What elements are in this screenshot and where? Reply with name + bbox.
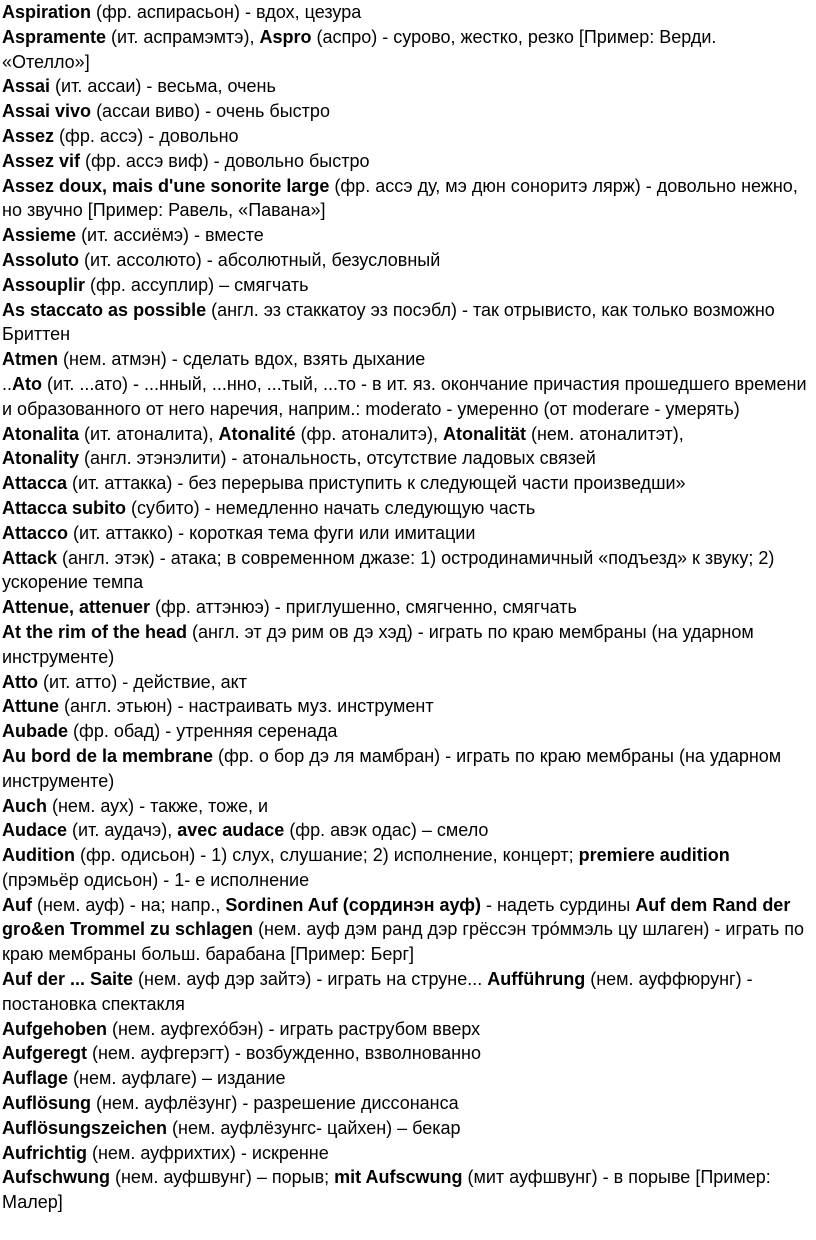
entry-term: Aspiration <box>2 2 92 22</box>
dictionary-entry <box>2 149 808 174</box>
entry-text: (ит. атоналита), <box>79 423 219 444</box>
entry-text: (нем. ауф дэм ранд дэр грёссэн тро́ммэль цу шлаген) - играть по краю мембраны больш. барабана [Пример: Берг] <box>2 919 805 965</box>
entry-term: Aufgehoben <box>2 1018 107 1039</box>
dictionary-entry <box>2 1165 808 1215</box>
entry-term: mit Aufscwung <box>334 1167 463 1188</box>
entry-text: (субито) - немедленно начать следующую часть <box>126 497 536 518</box>
entry-text: (англ. эз стаккатоу эз посэбл) - так отрывисто, как только возможно Бриттен <box>2 299 775 345</box>
entry-term: Auf <box>2 894 32 915</box>
entry-text: (англ. эт дэ рим ов дэ хэд) - играть по краю мембраны (на ударном инструменте) <box>2 621 754 667</box>
entry-term: Assez <box>2 125 55 146</box>
dictionary-entry <box>2 521 808 546</box>
dictionary-entry <box>2 893 808 967</box>
dictionary-entry <box>2 1116 808 1141</box>
entry-text: (нем. аух) - также, тоже, и <box>47 795 269 816</box>
dictionary-entry <box>2 422 808 447</box>
entry-text: (фр. аттэнюэ) - приглушенно, смягченно, смягчать <box>150 597 577 618</box>
dictionary-entry <box>2 99 808 124</box>
entry-text: (нем. ауф дэр зайтэ) - играть на струне... <box>133 969 488 990</box>
dictionary-entry <box>2 595 808 620</box>
entry-text: (фр. ассуплир) – смягчать <box>85 274 309 295</box>
entry-text: (фр. одисьон) - 1) слух, слушание; 2) исполнение, концерт; <box>74 845 579 866</box>
entry-term: Auf der ... Saite <box>2 969 134 990</box>
dictionary-entry <box>2 471 808 496</box>
entry-term: Aspramente <box>2 26 107 47</box>
entry-text: (фр. ассэ) - довольно <box>54 125 239 146</box>
entry-text: (фр. аспирасьон) - вдох, цезура <box>91 2 362 22</box>
dictionary-entry <box>2 620 808 670</box>
dictionary-entry <box>2 794 808 819</box>
entry-term: Aufgeregt <box>2 1043 87 1064</box>
entry-term: Aubade <box>2 721 69 742</box>
entry-term: Atonality <box>2 448 80 469</box>
dictionary-entry <box>2 273 808 298</box>
dictionary-entry <box>2 546 808 596</box>
entry-term: Assez vif <box>2 150 81 171</box>
entry-term: Atmen <box>2 349 59 370</box>
entry-text: (ит. ...ато) - ...нный, ...нно, ...тый, ...то - в ит. яз. окончание причастия прошедшего времени и образованного от него наречия, наприм.: moderato - умеренно (от moderare - умерять) <box>2 373 807 419</box>
entry-text: .. <box>2 373 13 394</box>
dictionary-entry <box>2 843 808 893</box>
dictionary-entry <box>2 446 808 471</box>
dictionary-entry <box>2 1041 808 1066</box>
entry-term: Auflage <box>2 1068 69 1089</box>
entry-text: (нем. ауфрихтих) - искренне <box>87 1142 329 1163</box>
entry-text: (нем. атоналитэт), <box>525 423 684 444</box>
entry-term: Ato <box>12 373 43 394</box>
entry-term: As staccato as possible <box>2 299 207 320</box>
entry-term: Atonalité <box>218 423 296 444</box>
dictionary-entry <box>2 1066 808 1091</box>
dictionary-entry <box>2 372 808 422</box>
entry-term: Aufrichtig <box>2 1142 87 1163</box>
dictionary-entry <box>2 1017 808 1042</box>
dictionary-entry <box>2 1141 808 1166</box>
dictionary-entry <box>2 744 808 794</box>
dictionary-entry <box>2 496 808 521</box>
entry-term: Aufführung <box>487 969 586 990</box>
entry-text: (нем. ауфлёзунгс- цайхен) – бекар <box>167 1117 461 1138</box>
dictionary-entry <box>2 719 808 744</box>
entry-text: (ит. ассолюто) - абсолютный, безусловный <box>79 249 441 270</box>
entry-term: Auch <box>2 795 47 816</box>
dictionary-entry <box>2 347 808 372</box>
entry-term: Atto <box>2 671 38 692</box>
entry-text: (англ. этэк) - атака; в современном джазе: 1) остродинамичный «подъезд» к звуку; 2) ускорение темпа <box>2 547 775 593</box>
entry-term: Attenue, attenuer <box>2 597 151 618</box>
entry-term: Assez doux, mais d'une sonorite large <box>2 175 330 196</box>
entry-text: (фр. атоналитэ), <box>295 423 443 444</box>
entry-text: (фр. обад) - утренняя серенада <box>68 721 338 742</box>
entry-text: (фр. авэк одас) – смело <box>284 820 489 841</box>
entry-term: Assouplir <box>2 274 86 295</box>
entry-term: Attacca subito <box>2 497 127 518</box>
dictionary-entry <box>2 298 808 348</box>
entry-term: Assieme <box>2 225 77 246</box>
entry-term: Auf dem Rand der gro&en Trommel zu schlagen <box>2 894 791 940</box>
entry-text: (мит ауфшвунг) - в порыве [Пример: Малер] <box>2 1167 771 1213</box>
entry-term: Assai vivo <box>2 101 92 122</box>
entry-term: Attacca <box>2 473 68 494</box>
entry-term: Atonalität <box>442 423 526 444</box>
entry-text: (аспро) - сурово, жестко, резко [Пример: Верди. «Отелло»] <box>2 26 717 72</box>
entry-term: Sordinen Auf (сординэн ауф) <box>225 894 481 915</box>
entry-text: (нем. ауффюрунг) - постановка спектакля <box>2 969 753 1014</box>
entry-text: (ассаи виво) - очень быстро <box>91 101 330 122</box>
entry-term: Auflösung <box>2 1093 91 1114</box>
entry-term: Aspro <box>259 26 312 47</box>
entry-text: (ит. аудачэ), <box>67 820 178 841</box>
entry-text: (англ. этьюн) - настраивать муз. инструмент <box>59 696 434 717</box>
entry-text: (ит. аттакко) - короткая тема фуги или имитации <box>68 522 476 543</box>
entry-text: (ит. ассаи) - весьма, очень <box>50 76 276 97</box>
entry-text: (ит. атто) - действие, акт <box>37 671 247 692</box>
entry-term: Atonalita <box>2 423 80 444</box>
entry-text: (нем. ауф) - на; напр., <box>32 894 226 915</box>
entry-term: At the rim of the head <box>2 621 188 642</box>
entry-term: Assai <box>2 76 51 97</box>
entry-text: (нем. атмэн) - сделать вдох, взять дыхание <box>58 349 426 370</box>
dictionary-entry <box>2 25 808 75</box>
entry-text: (фр. ассэ виф) - довольно быстро <box>80 150 370 171</box>
entry-text: (нем. ауфлёзунг) - разрешение диссонанса <box>90 1093 459 1114</box>
entry-term: Attack <box>2 547 58 568</box>
entry-term: Aufschwung <box>2 1167 110 1188</box>
dictionary-entry <box>2 1091 808 1116</box>
entry-term: Au bord de la membrane <box>2 745 214 766</box>
entry-text: (ит. аспрамэмтэ), <box>106 26 260 47</box>
entry-text: (нем. ауфлаге) – издание <box>68 1068 286 1089</box>
dictionary-entry <box>2 967 808 1017</box>
entry-text: (фр. ассэ ду, мэ дюн соноритэ лярж) - довольно нежно, но звучно [Пример: Равель, «Павана»] <box>2 175 798 221</box>
dictionary-entry <box>2 174 808 224</box>
dictionary-entry <box>2 818 808 843</box>
entry-text: (фр. о бор дэ ля мамбран) - играть по краю мембраны (на ударном инструменте) <box>2 745 782 791</box>
dictionary-entry <box>2 670 808 695</box>
dictionary-entry <box>2 248 808 273</box>
dictionary-entry <box>2 124 808 149</box>
entry-term: Audition <box>2 845 75 866</box>
entry-term: premiere audition <box>578 845 730 866</box>
entry-text: (ит. аттакка) - без перерыва приступить к следующей части произведши» <box>67 473 686 494</box>
entry-text: (нем. ауфшвунг) – порыв; <box>110 1167 335 1188</box>
entry-term: Auflösungszeichen <box>2 1117 168 1138</box>
entry-text: (прэмьёр одисьон) - 1- е исполнение <box>2 869 310 890</box>
dictionary-entry <box>2 74 808 99</box>
dictionary-entry <box>2 223 808 248</box>
entry-text: - надеть сурдины <box>480 894 636 915</box>
entry-text: (англ. этэнэлити) - атональность, отсутствие ладовых связей <box>79 448 596 469</box>
entry-text: (ит. ассиёмэ) - вместе <box>76 225 264 246</box>
entry-text: (нем. ауфгерэгт) - возбужденно, взволнованно <box>87 1043 482 1064</box>
entry-term: avec audace <box>177 820 285 841</box>
entry-text: (нем. ауфгехо́бэн) - играть раструбом вверх <box>107 1018 481 1039</box>
entry-term: Audace <box>2 820 68 841</box>
dictionary-entry <box>2 0 808 25</box>
entry-term: Attacco <box>2 522 69 543</box>
dictionary-entry <box>2 694 808 719</box>
entry-term: Assoluto <box>2 249 80 270</box>
entry-term: Attune <box>2 696 59 717</box>
